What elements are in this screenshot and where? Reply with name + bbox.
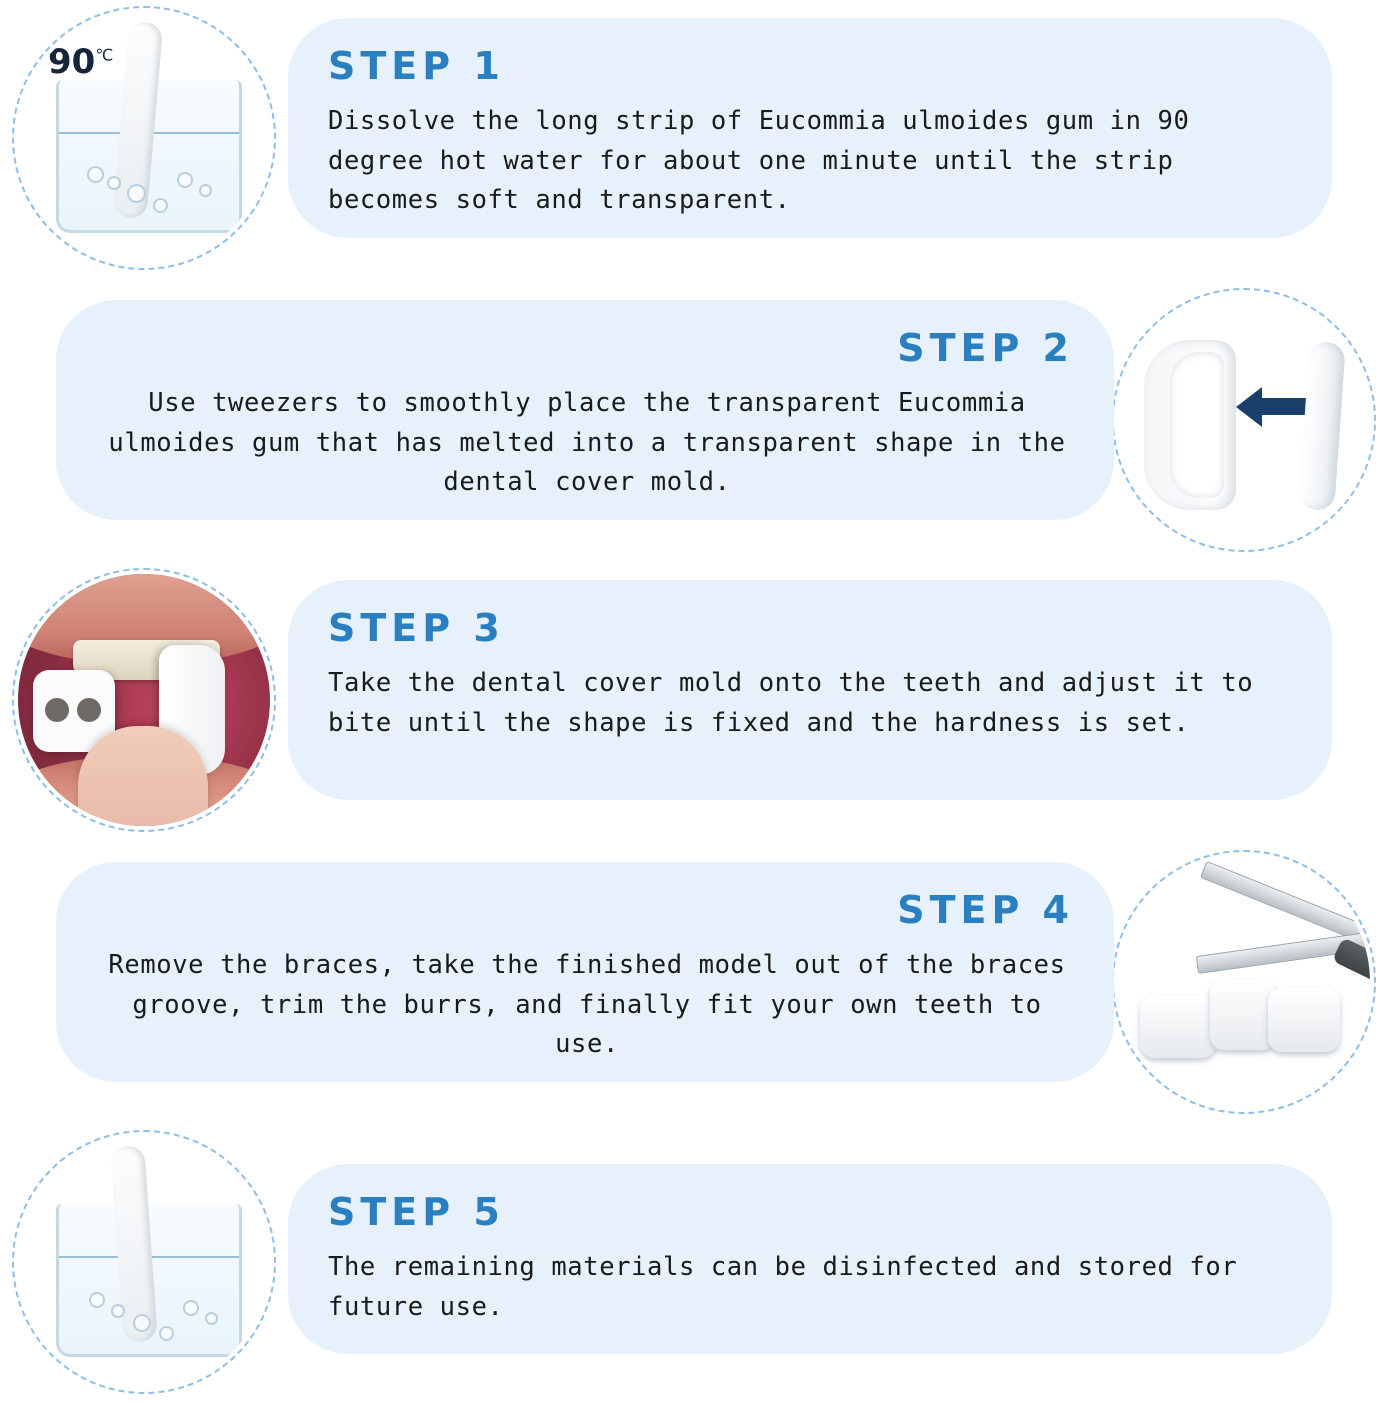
arrow-head (1236, 387, 1262, 427)
step-5-panel (288, 1164, 1332, 1354)
step-2-body: Use tweezers to smoothly place the transparent Eucommia ulmoides gum that has melted into a transparent shape in the dental cover mold. (108, 388, 1066, 498)
bubble-icon (127, 184, 146, 203)
temperature-label (48, 42, 113, 82)
step-row-5 (0, 1124, 1394, 1404)
step-3-image-mouth-fitting-dental-cover-mold (12, 568, 276, 832)
step-1-title: STEP 1 (328, 44, 505, 88)
bubble-icon (133, 1314, 151, 1332)
step-1-image-glass-of-hot-water-with-gum-strip (12, 6, 276, 270)
step-1-panel (288, 18, 1332, 238)
step-1-body: Dissolve the long strip of Eucommia ulmoides gum in 90 degree hot water for about one minute until the strip becomes soft and transparent. (328, 106, 1190, 216)
step-4-panel (56, 862, 1114, 1082)
arrow-shaft (1260, 398, 1310, 415)
step-4-image-scissors-trimming-finished-veneer (1112, 850, 1376, 1114)
step-3-panel (288, 580, 1332, 800)
glass-icon (56, 80, 242, 233)
bubble-icon (107, 176, 121, 190)
step-3-body: Take the dental cover mold onto the teeth and adjust it to bite until the shape is fixed and the hardness is set. (328, 668, 1254, 738)
bubble-icon (87, 166, 104, 183)
step-2-image-dental-mold-with-arrow-and-gum-strip (1112, 288, 1376, 552)
bubble-icon (153, 198, 168, 213)
temperature-unit: ℃ (95, 45, 114, 65)
bubble-icon (183, 1300, 199, 1316)
bubble-icon (111, 1304, 125, 1318)
bubble-icon (199, 184, 212, 197)
step-5-body: The remaining materials can be disinfected and stored for future use. (328, 1252, 1238, 1322)
gum-strip-icon (1298, 341, 1346, 511)
step-row-1 (0, 0, 1394, 280)
step-1-image-inner (18, 12, 270, 264)
bubble-icon (89, 1292, 105, 1308)
denture-mold-icon (1144, 340, 1236, 510)
step-3-title: STEP 3 (328, 606, 505, 650)
step-row-2 (0, 282, 1394, 562)
tooth-block-icon (1268, 988, 1340, 1052)
bubble-icon (159, 1326, 174, 1341)
step-2-panel (56, 300, 1114, 520)
step-2-title: STEP 2 (897, 326, 1074, 370)
step-5-image-inner (18, 1136, 270, 1388)
tooth-block-icon (1210, 980, 1276, 1050)
step-row-3 (0, 562, 1394, 842)
step-3-image-inner (18, 574, 270, 826)
bubble-icon (177, 172, 193, 188)
tooth-block-icon (1140, 996, 1216, 1058)
step-row-4 (0, 844, 1394, 1124)
step-4-title: STEP 4 (897, 888, 1074, 932)
step-4-image-inner (1118, 856, 1370, 1108)
bubble-icon (205, 1312, 218, 1325)
step-5-image-glass-of-water-with-remaining-material (12, 1130, 276, 1394)
step-4-body: Remove the braces, take the finished model out of the braces groove, trim the burrs, and finally fit your own teeth to use. (108, 950, 1066, 1060)
step-2-image-inner (1118, 294, 1370, 546)
temperature-value: 90 (48, 42, 96, 82)
step-5-title: STEP 5 (328, 1190, 505, 1234)
glass-icon (56, 1204, 242, 1357)
